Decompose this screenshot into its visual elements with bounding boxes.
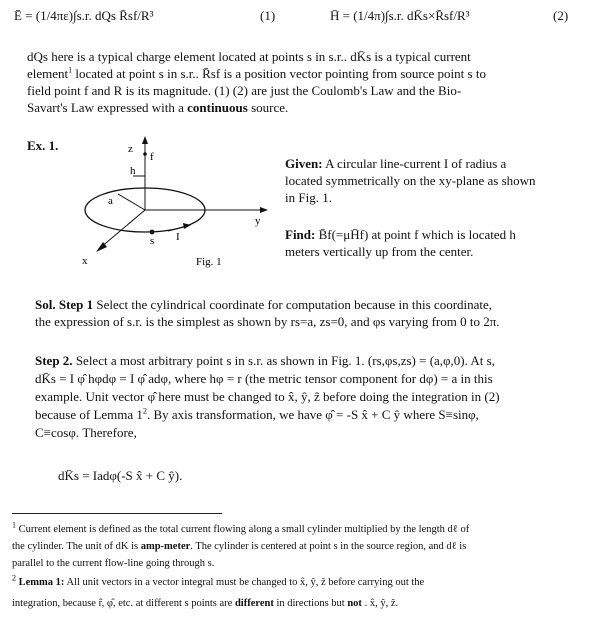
footnote-2-text-2a: integration, because r̂, φ̂, etc. at different s points are [12,598,235,609]
intro-line-4 [27,100,288,116]
step2-line-2: dK̄s = I φ̂ hφdφ = I φ̂ adφ, where hφ = r (the metric tensor component for dφ) = a in this [35,371,493,386]
given-line-2: located symmetrically on the xy-plane as shown [285,173,536,188]
step2-line-5: C≡cosφ. Therefore, [35,425,137,440]
step1-line-2: the expression of s.r. is the simplest as shown by rs=a, zs=0, and φs varying from 0 to 2π. [35,314,500,329]
x-axis [100,210,145,248]
find-line-1 [285,227,516,243]
intro-line-4-b: source. [247,100,289,115]
radius-a [118,194,145,210]
footnote-1-line-3: parallel to the current flow-line going through s. [12,558,215,569]
given-text-1: A circular line-current I of radius a [322,156,507,171]
label-a: a [108,195,113,207]
intro-line-1: dQs here is a typical charge element located at points s in s.r.. dK̄s is a typical current [27,49,471,64]
footnote-1-line-1 [12,520,470,536]
current-arrowhead [183,223,191,229]
footnote-ref-2: 2 [142,406,147,416]
step2-text-1: Select a most arbitrary point s in s.r. as shown in Fig. 1. (rs,φs,zs) = (a,φ,0). At s, [72,353,495,368]
figure-1-diagram [70,132,290,272]
footnote-2-text-2b: in directions but [273,598,348,609]
intro-element-word: element [27,66,69,81]
footnote-2-line-1 [12,573,425,589]
footnote-1-amp-meter: amp-meter [140,541,191,552]
step2-line-4 [35,407,479,423]
label-z: z [128,143,133,155]
step2-line-3: example. Unit vector φ̂ here must be changed to x̂, ŷ, ẑ before doing the integration in (2) [35,389,500,404]
intro-line-4-a: Savart's Law expressed with a [27,100,188,115]
step2-line-4-a: because of Lemma 1 [35,407,143,422]
y-axis-arrowhead [260,207,268,213]
equation-2: H̄ = (1/4π)∫s.r. dK̄s×R̄sf/R³ [330,8,470,23]
step2-line-1 [35,353,495,369]
step2-label: Step 2. [35,353,73,368]
find-label: Find: [285,227,316,242]
label-s: s [150,235,155,247]
intro-continuous-bold: continuous [187,100,248,115]
example-label: Ex. 1. [27,138,59,153]
footnote-1-text-2a: the cylinder. The unit of dK is [12,541,141,552]
footnote-2-text-1: All unit vectors in a vector integral must be changed to x̂, ŷ, ẑ before carrying out the [64,577,425,588]
find-text-1: B̄f(=μH̄f) at point f which is located h [315,227,516,242]
figure-caption: Fig. 1 [196,256,222,268]
intro-line-2-rest: located at point s in s.r.. R̄sf is a position vector pointing from source point s to [72,66,486,81]
footnote-2-marker: 2 [12,573,16,583]
point-s [150,230,155,235]
footnote-1-text-2b: . The cylinder is centered at point s in the source region, and dℓ is [190,541,467,552]
step1-label: Sol. Step 1 [35,297,94,312]
label-h: h [130,165,136,177]
label-y: y [255,215,261,227]
footnote-divider [12,513,222,514]
footnote-2-not: not [347,598,362,609]
result-equation: dK̄s = Iadφ(-S x̂ + C ŷ). [58,468,183,483]
find-line-2: meters vertically up from the center. [285,244,474,259]
label-x: x [82,255,88,267]
point-f [143,152,147,156]
step2-line-4-b: . By axis transformation, we have φ̂ = -S x̂ + C ŷ where S≡sinφ, [146,407,479,422]
footnote-2-text-2c: . x̂, ŷ, ẑ. [361,598,399,609]
given-line-3: in Fig. 1. [285,190,332,205]
footnote-2-different: different [234,598,274,609]
given-label: Given: [285,156,323,171]
footnote-2-lemma-label: Lemma 1: [16,577,65,588]
intro-line-2 [27,66,486,82]
footnote-ref-1: 1 [68,65,73,75]
footnote-1-marker: 1 [12,520,16,530]
step1-line-1 [35,297,492,313]
label-f: f [150,151,154,163]
intro-line-3: field point f and R is its magnitude. (1) (2) are just the Coulomb's Law and the Bio- [27,83,462,98]
equation-1: Ē = (1/4πε)∫s.r. dQs R̄sf/R³ [14,8,154,23]
equation-2-number: (2) [553,8,569,23]
footnote-1-line-2 [12,540,466,553]
footnote-2-line-2 [12,597,398,610]
step1-text-1: Select the cylindrical coordinate for computation because in this coordinate, [93,297,493,312]
z-axis-arrowhead [142,136,148,144]
label-I: I [176,231,180,243]
given-line-1 [285,156,506,172]
footnote-1-text-1: Current element is defined as the total current flowing along a small cylinder multiplied by the length dℓ of [16,524,470,535]
equation-1-number: (1) [260,8,276,23]
